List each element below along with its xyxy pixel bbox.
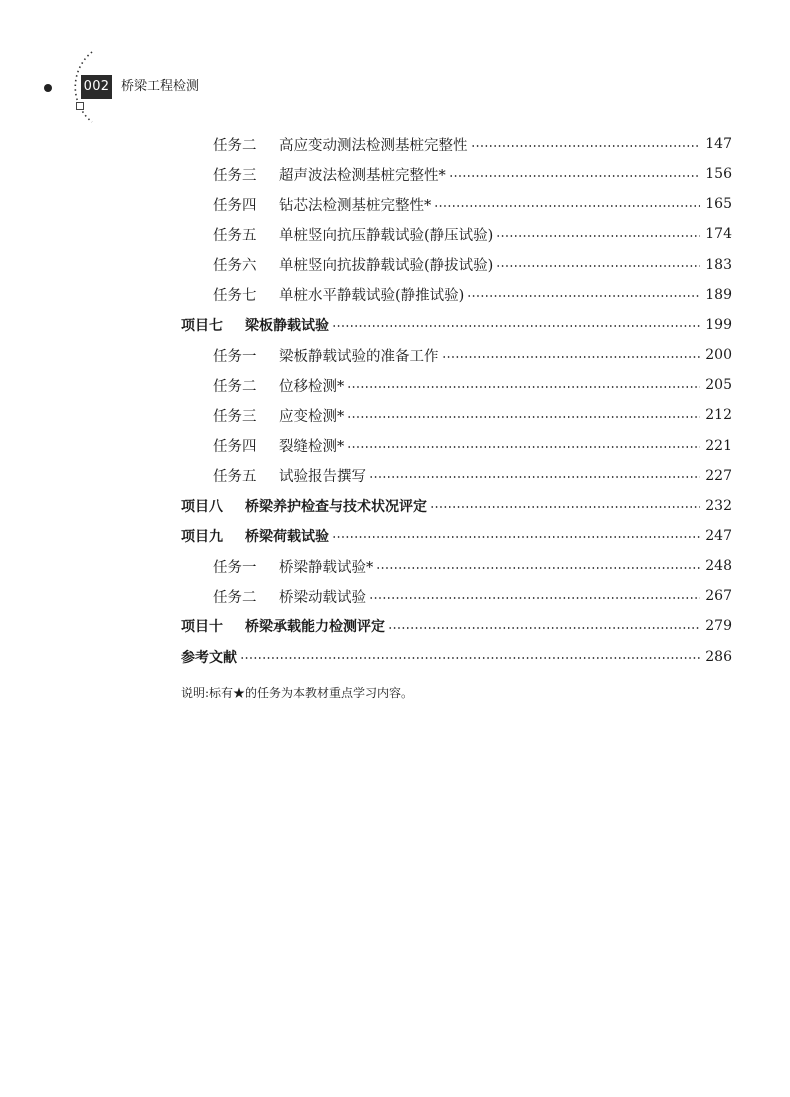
toc-entry-number: 任务一 (213, 559, 257, 576)
page-header (0, 0, 790, 140)
toc-task-row[interactable] (213, 370, 732, 400)
toc-page-number: 183 (705, 256, 732, 273)
toc-entry-title: 裂缝检测* (279, 439, 345, 455)
toc-entry-title: 参考文献 (181, 649, 237, 666)
toc-leader-dots (388, 627, 700, 629)
toc-page-number: 279 (705, 618, 732, 635)
toc-task-row[interactable] (213, 280, 732, 310)
toc-task-row[interactable] (213, 400, 732, 430)
toc-leader-dots (434, 205, 700, 207)
toc-project-row[interactable] (181, 310, 732, 340)
toc-page-number: 165 (705, 196, 732, 213)
toc-leader-dots (347, 386, 700, 388)
toc-entry-title: 梁板静载试验的准备工作 (279, 348, 439, 365)
toc-leader-dots (442, 356, 701, 358)
table-of-contents (0, 128, 790, 668)
toc-entry-number: 项目九 (181, 528, 223, 545)
toc-page-number: 200 (705, 347, 732, 364)
toc-page-number: 286 (705, 648, 732, 665)
toc-entry-number: 任务六 (213, 258, 257, 275)
footnote: 说明:标有★的任务为本教材重点学习内容。 (181, 686, 414, 700)
toc-page-number: 156 (705, 166, 732, 183)
toc-entry-number: 任务二 (213, 378, 257, 395)
toc-task-row[interactable] (213, 581, 732, 611)
toc-entry-number: 任务一 (213, 348, 257, 365)
toc-page-number: 174 (705, 226, 732, 243)
header-decoration-arc (0, 0, 140, 140)
toc-entry-title: 桥梁荷载试验 (245, 528, 329, 545)
toc-entry-title: 单桩竖向抗压静载试验(静压试验) (279, 227, 494, 244)
toc-entry-title: 超声波法检测基桩完整性* (279, 167, 446, 184)
page-number: 002 (81, 75, 112, 99)
toc-leader-dots (332, 325, 700, 327)
toc-leader-dots (376, 567, 700, 569)
toc-leader-dots (471, 145, 701, 147)
toc-page-number: 189 (705, 286, 732, 303)
toc-task-row[interactable] (213, 340, 732, 370)
header-bullet-dot (44, 84, 52, 92)
toc-page-number: 267 (705, 588, 732, 605)
toc-page-number: 227 (705, 467, 732, 484)
toc-entry-number: 项目七 (181, 317, 223, 334)
toc-leader-dots (347, 446, 700, 448)
toc-page-number: 212 (705, 407, 732, 424)
book-title: 桥梁工程检测 (121, 79, 200, 94)
toc-entry-title: 高应变动测法检测基桩完整性 (279, 137, 468, 154)
toc-entry-number: 任务四 (213, 197, 257, 214)
toc-task-row[interactable] (213, 551, 732, 581)
toc-entry-title: 桥梁养护检查与技术状况评定 (245, 498, 427, 515)
toc-entry-number: 项目八 (181, 498, 223, 515)
toc-page-number: 205 (705, 377, 732, 394)
toc-leader-dots (347, 416, 700, 418)
toc-project-row[interactable] (181, 642, 732, 672)
toc-entry-number: 任务四 (213, 439, 257, 455)
toc-leader-dots (369, 476, 700, 478)
toc-entry-title: 梁板静载试验 (245, 317, 329, 334)
toc-entry-number: 任务二 (213, 589, 257, 606)
toc-leader-dots (240, 657, 700, 659)
toc-entry-title: 试验报告撰写 (279, 469, 366, 486)
toc-entry-number: 任务五 (213, 469, 257, 486)
toc-entry-title: 单桩水平静载试验(静推试验) (279, 288, 465, 305)
toc-leader-dots (496, 265, 700, 267)
toc-entry-number: 任务二 (213, 137, 257, 154)
toc-entry-number: 任务七 (213, 288, 257, 305)
toc-entry-title: 桥梁静载试验* (279, 559, 374, 576)
toc-leader-dots (496, 235, 700, 237)
toc-project-row[interactable] (181, 491, 732, 521)
toc-leader-dots (467, 295, 700, 297)
toc-entry-number: 任务五 (213, 227, 257, 244)
toc-leader-dots (369, 597, 700, 599)
toc-page-number: 221 (705, 437, 732, 454)
toc-entry-title: 钻芯法检测基桩完整性* (279, 197, 432, 214)
toc-entry-title: 应变检测* (279, 408, 345, 425)
toc-task-row[interactable] (213, 219, 732, 249)
toc-entry-title: 桥梁动载试验 (279, 589, 366, 606)
toc-task-row[interactable] (213, 129, 732, 159)
toc-task-row[interactable] (213, 431, 732, 461)
toc-entry-number: 项目十 (181, 619, 223, 636)
toc-entry-number: 任务三 (213, 408, 257, 425)
toc-page-number: 232 (705, 497, 732, 514)
toc-entry-title: 单桩竖向抗拔静载试验(静拔试验) (279, 258, 494, 275)
toc-page-number: 248 (705, 558, 732, 575)
toc-task-row[interactable] (213, 159, 732, 189)
toc-project-row[interactable] (181, 521, 732, 551)
toc-leader-dots (430, 506, 700, 508)
toc-page-number: 147 (705, 136, 732, 152)
toc-entry-title: 桥梁承载能力检测评定 (245, 619, 385, 636)
toc-entry-title: 位移检测* (279, 378, 345, 395)
toc-task-row[interactable] (213, 461, 732, 491)
toc-task-row[interactable] (213, 189, 732, 219)
toc-task-row[interactable] (213, 250, 732, 280)
toc-page-number: 247 (705, 527, 732, 544)
toc-page-number: 199 (705, 316, 732, 333)
toc-leader-dots (332, 536, 700, 538)
toc-entry-number: 任务三 (213, 167, 257, 184)
toc-project-row[interactable] (181, 611, 732, 641)
toc-leader-dots (449, 175, 700, 177)
header-square-mark (76, 102, 84, 110)
